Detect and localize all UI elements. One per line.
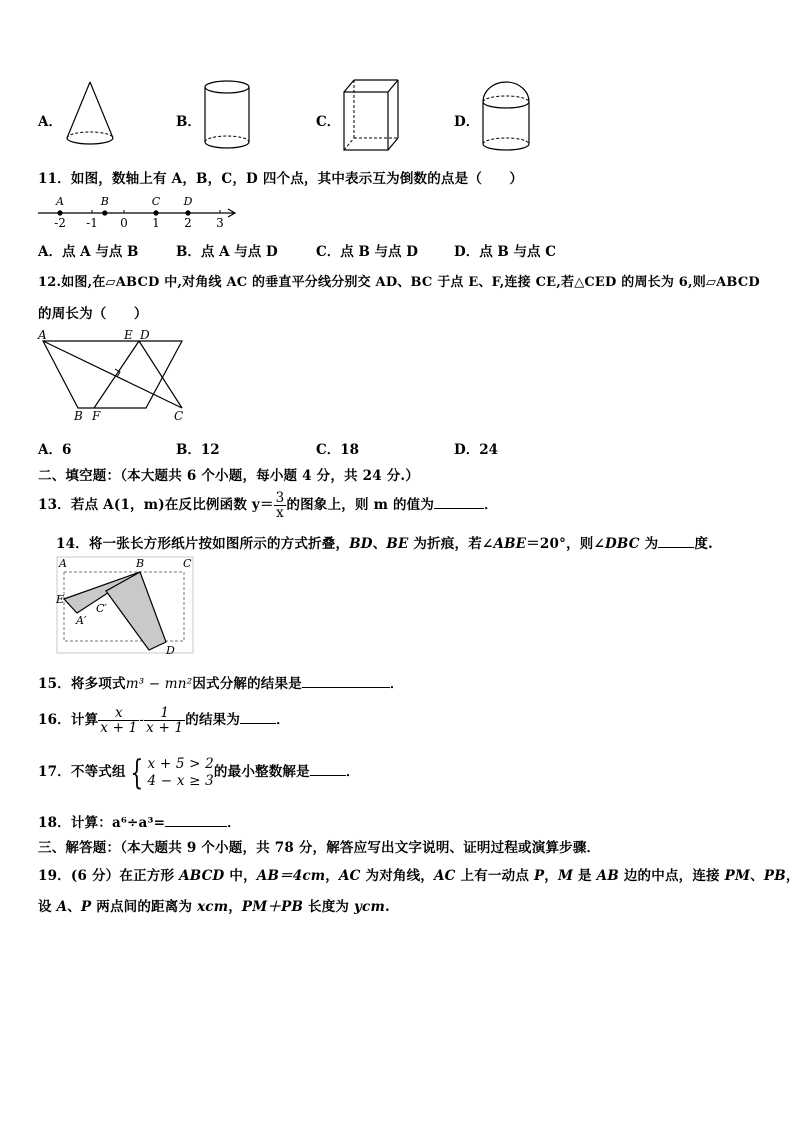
q19-text-b: 中， [224, 868, 257, 884]
section2-heading: 二、填空题：（本大题共 6 个小题，每小题 4 分，共 24 分.） [38, 468, 420, 484]
q12-option-b: B．12 [176, 442, 220, 458]
cylinder-figure [200, 78, 256, 154]
q17-ineq1: x + 5 > 2 [147, 755, 214, 772]
q10-option-c-label: C． [316, 114, 341, 130]
q19-text-j: ， [785, 868, 800, 884]
q11-option-c: C．点 B 与点 D [316, 244, 418, 260]
number-line-tick-label: -2 [54, 216, 66, 230]
q19-ycm: ycm [354, 899, 385, 915]
section3-heading: 三、解答题：（本大题共 9 个小题，共 78 分，解答应写出文字说明、证明过程或演算步骤． [38, 840, 601, 856]
q17-brace: { [130, 752, 144, 793]
q12-line1: 12.如图,在▱ABCD 中,对角线 AC 的垂直平分线分别交 AD、BC 于点 E、F,连接 CE,若△CED 的周长为 6,则▱ABCD [38, 275, 760, 290]
q15-answer-blank[interactable] [302, 674, 390, 688]
number-line-point-label: D [183, 195, 193, 208]
q14-dbc: DBC [604, 536, 640, 552]
cone-figure [62, 80, 118, 152]
folding-figure [56, 556, 196, 656]
number-line-tick-label: 0 [120, 216, 128, 230]
number-line [38, 192, 242, 232]
q13-answer-blank[interactable] [434, 495, 484, 509]
q16-minus: - [139, 712, 145, 728]
q14-label-b: B [136, 557, 145, 570]
q19-ap: A [56, 899, 68, 915]
q13-post: 的图象上，则 m 的值为 [286, 497, 435, 513]
number-line-tick-label: 1 [152, 216, 160, 230]
q15-expr: m³ − mn² [125, 676, 193, 692]
q19-text-h: 边的中点，连接 [618, 868, 725, 884]
q17-ineq2: 4 − x ≥ 3 [147, 772, 214, 789]
q18 [38, 811, 241, 831]
q12-option-a: A．6 [38, 442, 72, 458]
q19-ab: AB [596, 868, 619, 884]
q16-end: ． [276, 712, 290, 728]
q11-text: 11．如图，数轴上有 A，B，C，D 四个点，其中表示互为倒数的点是（ ） [38, 171, 524, 187]
number-line-point-label: C [151, 195, 161, 208]
q19-text-g: 是 [573, 868, 597, 884]
number-line-tick-label: 3 [216, 216, 224, 230]
q19-text-2b: 、 [67, 899, 81, 915]
q19-line2 [38, 895, 390, 915]
q19-abcd: ABCD [179, 868, 225, 884]
q19-ab4: AB＝4cm [256, 868, 326, 884]
q14-post: 为 [639, 536, 659, 552]
q19-text-i: 、 [750, 868, 764, 884]
q14-label-c-prime: C′ [96, 602, 107, 615]
q17-pre: 17．不等式组 [38, 764, 126, 780]
q11-option-a: A．点 A 与点 B [38, 244, 139, 260]
q19-ac1: AC [338, 868, 361, 884]
number-line-point-c [153, 210, 158, 215]
q19-line1 [38, 864, 800, 884]
q19-text-2d: ， [228, 899, 242, 915]
q18-answer-blank[interactable] [165, 813, 227, 827]
q11-option-b: B．点 A 与点 D [176, 244, 278, 260]
q14-label-d: D [166, 644, 175, 657]
q14-mid2: 为折痕，若∠ [408, 536, 494, 552]
label-a: A [38, 328, 47, 342]
q14-be: BE [386, 536, 409, 552]
q13 [38, 486, 498, 524]
q12-option-d: D．24 [454, 442, 498, 458]
q19-text-c: ， [325, 868, 339, 884]
q19-pp: P [81, 899, 92, 915]
q11-option-d: D．点 B 与点 C [454, 244, 556, 260]
q10-option-a-label: A． [38, 114, 62, 130]
q16 [38, 701, 290, 739]
q16-answer-blank[interactable] [240, 710, 276, 724]
q19-text-2e: 长度为 [303, 899, 354, 915]
number-line-point-label: B [100, 195, 109, 208]
q16-frac1-den: x + 1 [100, 720, 138, 736]
rectangular-prism-figure [340, 76, 400, 156]
q17-answer-blank[interactable] [310, 762, 346, 776]
number-line-tick-label: 2 [184, 216, 192, 230]
number-line-point-d [185, 210, 190, 215]
parallelogram-figure [36, 328, 196, 424]
q10-option-d-label: D． [454, 114, 480, 130]
label-f: F [92, 409, 101, 423]
q19-m: M [558, 868, 574, 884]
q14-mid1: 、 [372, 536, 387, 552]
q14-bd: BD [349, 536, 373, 552]
q12-option-c: C．18 [316, 442, 360, 458]
number-line-point-b [102, 210, 107, 215]
q16-post: 的结果为 [185, 712, 241, 728]
q17 [38, 749, 360, 795]
q14-mid3: ＝20°，则∠ [526, 536, 605, 552]
q16-frac1-num: x [98, 706, 139, 721]
q16-frac2-num: 1 [144, 706, 185, 721]
q13-end: ． [484, 497, 498, 513]
q16-frac2-den: x + 1 [146, 720, 184, 736]
q19-pb: PB [763, 868, 786, 884]
q19-xcm: xcm [197, 899, 229, 915]
q17-post: 的最小整数解是 [213, 764, 310, 780]
q14-end: 度. [694, 536, 713, 552]
label-e: E [124, 328, 133, 342]
q19-text-a: 19．(6 分）在正方形 [38, 868, 180, 884]
q14 [56, 532, 713, 552]
q19-text-f: ， [544, 868, 558, 884]
q19-text-2a: 设 [38, 899, 57, 915]
q14-label-a: A [59, 557, 67, 570]
label-b: B [74, 409, 83, 423]
label-d: D [140, 328, 150, 342]
q14-label-e: E [56, 593, 65, 606]
q19-p: P [533, 868, 545, 884]
q13-pre: 13．若点 A(1，m)在反比例函数 y＝ [38, 497, 274, 513]
cylinder-hemisphere-figure [478, 82, 538, 156]
q19-pm: PM [724, 868, 751, 884]
q19-pmpb: PM＋PB [241, 899, 304, 915]
q14-abe: ABE [493, 536, 527, 552]
q19-text-e: 上有一动点 [455, 868, 534, 884]
q17-end: ． [345, 764, 360, 780]
label-c: C [174, 409, 184, 423]
q12-line2: 的周长为（ ） [38, 306, 148, 322]
q19-text-d: 为对角线， [360, 868, 434, 884]
number-line-point-label: A [56, 195, 64, 208]
q16-pre: 16．计算 [38, 712, 99, 728]
q14-label-c: C [183, 557, 192, 570]
q14-answer-blank[interactable] [658, 534, 694, 548]
q15-post: 因式分解的结果是 [192, 676, 302, 692]
q15 [38, 672, 404, 692]
q15-end: ． [389, 676, 404, 692]
q13-fraction-num: 3 [275, 490, 285, 506]
q10-option-b-label: B． [176, 114, 201, 130]
q19-text-2f: . [384, 899, 390, 915]
q19-text-2c: 两点间的距离为 [91, 899, 198, 915]
q15-pre: 15．将多项式 [38, 676, 126, 692]
q19-ac2: AC [434, 868, 456, 884]
number-line-point-a [57, 210, 62, 215]
q14-label-a-prime: A′ [76, 614, 87, 627]
q13-fraction-den: x [276, 505, 284, 521]
q18-pre: 18．计算：a⁶÷a³= [38, 815, 166, 831]
number-line-tick-label: -1 [86, 216, 98, 230]
q14-pre: 14．将一张长方形纸片按如图所示的方式折叠， [56, 536, 350, 552]
q18-end: ． [227, 815, 241, 831]
